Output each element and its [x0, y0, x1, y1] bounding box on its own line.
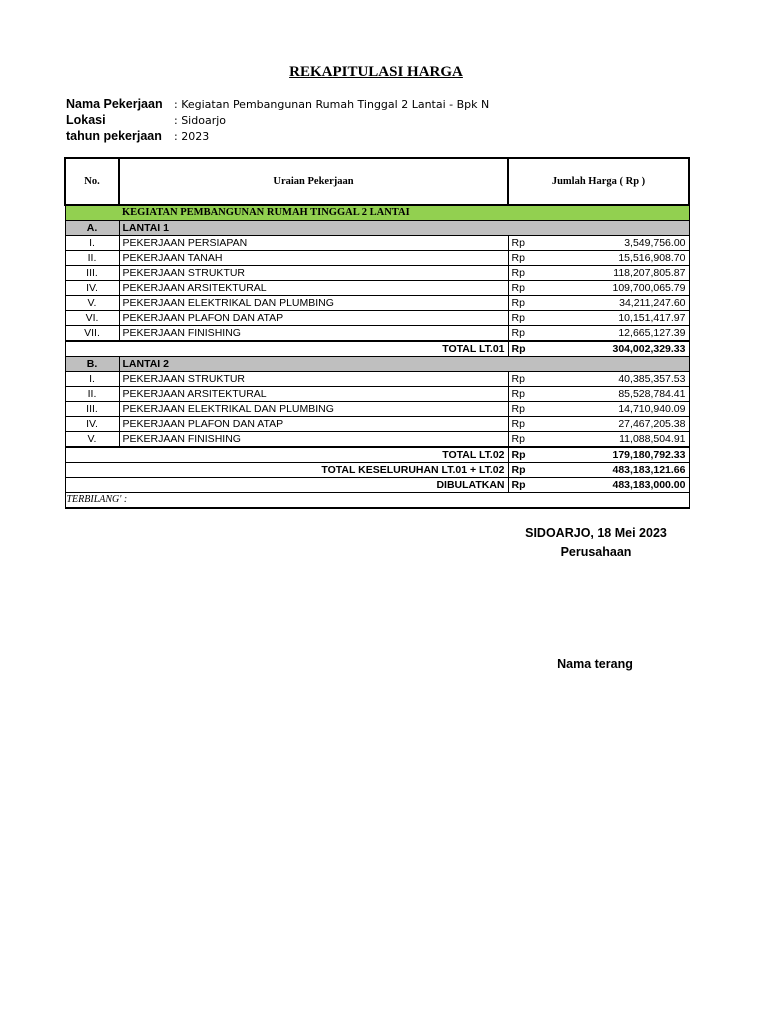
amount-value: 27,467,205.38 [618, 418, 686, 430]
table-row [65, 266, 689, 281]
project-info [66, 96, 489, 144]
signature-company: Perusahaan [560, 545, 632, 559]
item-number: I. [65, 236, 119, 251]
amount-value: 10,151,417.97 [618, 312, 686, 324]
lokasi-label: Lokasi [66, 113, 106, 127]
item-amount [508, 311, 689, 326]
amount-value: 85,528,784.41 [618, 388, 686, 400]
table-row [65, 387, 689, 402]
item-number: VII. [65, 326, 119, 342]
item-name: PEKERJAAN ELEKTRIKAL DAN PLUMBING [119, 296, 508, 311]
header-jumlah: Jumlah Harga ( Rp ) [508, 158, 689, 205]
project-title: KEGIATAN PEMBANGUNAN RUMAH TINGGAL 2 LANTAI [119, 205, 689, 221]
amount-value: 304,002,329.33 [612, 343, 686, 355]
currency-label: Rp [511, 464, 526, 476]
amount-value: 14,710,940.09 [618, 403, 686, 415]
item-number: V. [65, 296, 119, 311]
amount-value: 109,700,065.79 [612, 282, 686, 294]
currency-label: Rp [511, 403, 525, 415]
section-code: B. [65, 357, 119, 372]
currency-label: Rp [511, 252, 525, 264]
item-amount [508, 417, 689, 432]
currency-label: Rp [511, 418, 525, 430]
item-number: II. [65, 387, 119, 402]
table-row [65, 281, 689, 296]
currency-label: Rp [511, 343, 526, 355]
item-number: VI. [65, 311, 119, 326]
item-amount [508, 236, 689, 251]
info-row-tahun [66, 128, 489, 144]
terbilang-row [65, 493, 689, 509]
currency-label: Rp [511, 267, 525, 279]
table-row [65, 402, 689, 417]
project-title-spacer [65, 205, 119, 221]
item-name: PEKERJAAN ARSITEKTURAL [119, 281, 508, 296]
item-number: IV. [65, 417, 119, 432]
item-name: PEKERJAAN ELEKTRIKAL DAN PLUMBING [119, 402, 508, 417]
header-uraian: Uraian Pekerjaan [119, 158, 508, 205]
rounded-total-amount [508, 478, 689, 493]
table-row [65, 372, 689, 387]
item-number: IV. [65, 281, 119, 296]
section-total-row [65, 447, 689, 463]
header-no: No. [65, 158, 119, 205]
item-amount [508, 251, 689, 266]
section-total-amount [508, 447, 689, 463]
nama-pekerjaan-value: : Kegiatan Pembangunan Rumah Tinggal 2 Lantai - Bpk N [174, 98, 489, 111]
signature-place-date: SIDOARJO, 18 Mei 2023 [525, 526, 667, 540]
section-name: LANTAI 2 [119, 357, 508, 372]
table-header-row [65, 158, 689, 205]
item-number: III. [65, 266, 119, 281]
section-amount-empty [508, 221, 689, 236]
currency-label: Rp [511, 433, 525, 445]
item-amount [508, 266, 689, 281]
item-amount [508, 387, 689, 402]
info-row-nama-pekerjaan [66, 96, 489, 112]
section-code: A. [65, 221, 119, 236]
currency-label: Rp [511, 237, 525, 249]
recap-table [64, 157, 690, 509]
item-number: II. [65, 251, 119, 266]
table-row [65, 296, 689, 311]
grand-total-row [65, 463, 689, 478]
item-amount [508, 372, 689, 387]
amount-value: 179,180,792.33 [612, 449, 686, 461]
currency-label: Rp [511, 327, 525, 339]
grand-total-amount [508, 463, 689, 478]
item-name: PEKERJAAN PLAFON DAN ATAP [119, 417, 508, 432]
amount-value: 12,665,127.39 [618, 327, 686, 339]
section-name: LANTAI 1 [119, 221, 508, 236]
item-number: I. [65, 372, 119, 387]
item-name: PEKERJAAN FINISHING [119, 432, 508, 448]
amount-value: 15,516,908.70 [618, 252, 686, 264]
currency-label: Rp [511, 282, 525, 294]
currency-label: Rp [511, 312, 525, 324]
nama-pekerjaan-label: Nama Pekerjaan [66, 97, 163, 111]
amount-value: 40,385,357.53 [618, 373, 686, 385]
rounded-total-row [65, 478, 689, 493]
item-name: PEKERJAAN ARSITEKTURAL [119, 387, 508, 402]
table-row [65, 311, 689, 326]
tahun-label: tahun pekerjaan [66, 129, 162, 143]
info-row-lokasi [66, 112, 489, 128]
section-row [65, 357, 689, 372]
table-row [65, 236, 689, 251]
section-total-label: TOTAL LT.01 [65, 341, 508, 357]
section-total-amount [508, 341, 689, 357]
amount-value: 34,211,247.60 [619, 297, 686, 309]
amount-value: 11,088,504.91 [619, 433, 686, 445]
currency-label: Rp [511, 388, 525, 400]
document-title: REKAPITULASI HARGA [289, 64, 463, 80]
currency-label: Rp [511, 297, 525, 309]
item-name: PEKERJAAN FINISHING [119, 326, 508, 342]
item-number: V. [65, 432, 119, 448]
item-amount [508, 281, 689, 296]
project-title-row [65, 205, 689, 221]
item-number: III. [65, 402, 119, 417]
item-amount [508, 296, 689, 311]
section-amount-empty [508, 357, 689, 372]
item-name: PEKERJAAN PERSIAPAN [119, 236, 508, 251]
section-total-label: TOTAL LT.02 [65, 447, 508, 463]
lokasi-value: : Sidoarjo [174, 114, 226, 127]
currency-label: Rp [511, 479, 526, 491]
table-row [65, 432, 689, 448]
item-name: PEKERJAAN TANAH [119, 251, 508, 266]
amount-value: 3,549,756.00 [624, 237, 686, 249]
item-name: PEKERJAAN STRUKTUR [119, 266, 508, 281]
table-row [65, 417, 689, 432]
terbilang-label: TERBILANG' : [65, 493, 689, 509]
rounded-total-label: DIBULATKAN [65, 478, 508, 493]
section-total-row [65, 341, 689, 357]
item-amount [508, 432, 689, 448]
table-row [65, 251, 689, 266]
item-amount [508, 402, 689, 417]
item-name: PEKERJAAN STRUKTUR [119, 372, 508, 387]
table-row [65, 326, 689, 342]
amount-value: 483,183,000.00 [612, 479, 686, 491]
item-name: PEKERJAAN PLAFON DAN ATAP [119, 311, 508, 326]
currency-label: Rp [511, 449, 526, 461]
amount-value: 483,183,121.66 [612, 464, 686, 476]
grand-total-label: TOTAL KESELURUHAN LT.01 + LT.02 [65, 463, 508, 478]
tahun-value: : 2023 [174, 130, 209, 143]
item-amount [508, 326, 689, 342]
amount-value: 118,207,805.87 [613, 267, 686, 279]
currency-label: Rp [511, 373, 525, 385]
signature-name: Nama terang [557, 657, 633, 671]
section-row [65, 221, 689, 236]
